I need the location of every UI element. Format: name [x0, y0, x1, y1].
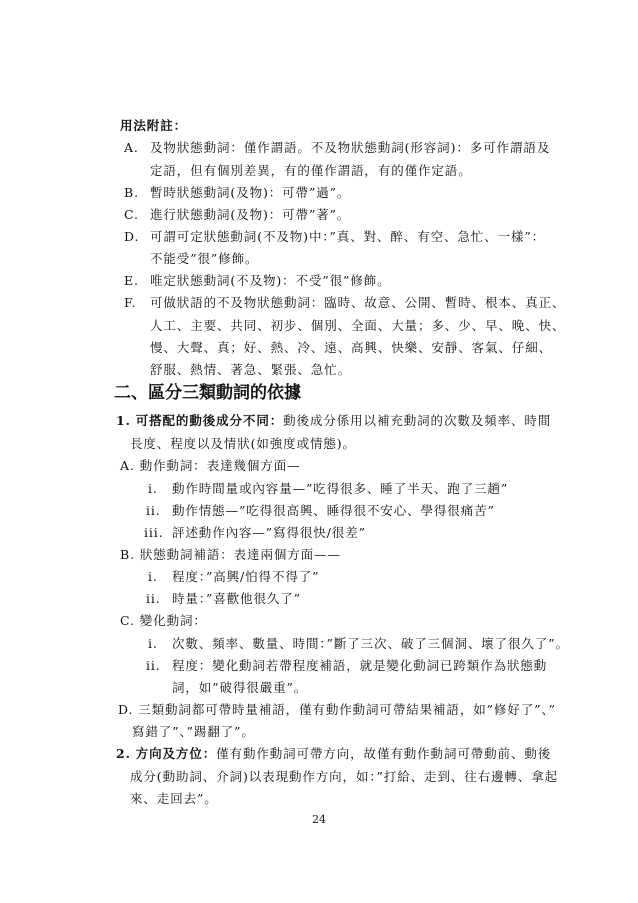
note-f-line-4: 舒服、熱情、著急、緊張、急忙。	[150, 362, 352, 377]
note-a-line-2: 定語，但有個別差異，有的僅作謂語，有的僅作定語。	[150, 163, 472, 178]
item-a-ii-text: 動作情態—”吃得很高興、睡得很不安心、學得很痛苦”	[172, 503, 495, 518]
item-a-iii-label: iii.	[144, 525, 164, 540]
item-a-iii-text: 評述動作內容—”寫得很快/很差”	[172, 525, 366, 540]
item-a-ii-label: ii.	[146, 503, 161, 518]
para-2-line-2: 成分(動助詞、介詞)以表現動作方向，如：”打給、走到、往右邊轉、拿起	[130, 769, 558, 784]
note-f-line-1: 可做狀語的不及物狀態動詞：臨時、故意、公開、暫時、根本、真正、	[150, 295, 566, 310]
item-d-line-2: 寫錯了”、”踢翻了”。	[132, 724, 255, 739]
item-a-text: 動作動詞：表達幾個方面—	[139, 458, 301, 473]
note-f-label: F.	[124, 295, 137, 310]
note-e-label: E.	[124, 273, 139, 288]
para-1-line-2: 長度、程度以及情狀(如強度或情態)。	[130, 436, 356, 451]
para-2-line-3: 來、走回去”。	[130, 791, 218, 806]
para-1-lead: 可搭配的動後成分不同：	[135, 413, 284, 428]
item-c-text: 變化動詞：	[139, 613, 207, 628]
item-c-i-text: 次數、頻率、數量、時間：”斷了三次、破了三個洞、壞了很久了”。	[172, 636, 569, 651]
item-d-line-1	[118, 702, 556, 718]
para-1-number: 1.	[116, 413, 131, 428]
item-c-line	[120, 613, 207, 629]
para-2-number: 2.	[116, 746, 131, 761]
note-b-line-1: 暫時狀態動詞(及物)：可帶”過”。	[150, 185, 351, 200]
item-c-ii-label: ii.	[146, 658, 161, 673]
section-title: 二、區分三類動詞的依據	[114, 383, 301, 403]
page-number: 24	[312, 813, 326, 826]
note-d-label: D.	[124, 229, 140, 244]
item-d-label: D.	[118, 702, 134, 717]
para-2-lead: 方向及方位：	[135, 746, 217, 761]
note-f-line-3: 慢、大聲、真；好、熱、冷、遠、高興、快樂、安靜、客氣、仔細、	[150, 340, 553, 355]
item-c-label: C.	[120, 613, 135, 628]
item-b-ii-text: 時量：”喜歡他很久了”	[172, 591, 301, 606]
note-a-line-1: 及物狀態動詞：僅作謂語。不及物狀態動詞(形容詞)：多可作謂語及	[150, 140, 551, 155]
item-b-label: B.	[120, 547, 135, 562]
item-a-line	[120, 458, 301, 474]
item-b-ii-label: ii.	[146, 591, 161, 606]
item-c-i-label: i.	[148, 636, 158, 651]
item-d-text: 三類動詞都可帶時量補語，僅有動作動詞可帶結果補語，如”修好了”、”	[138, 702, 556, 717]
item-a-i-text: 動作時間量或內容量—”吃得很多、睡了半天、跑了三趟”	[172, 481, 509, 496]
item-a-i-label: i.	[148, 481, 158, 496]
item-a-label: A.	[120, 458, 135, 473]
item-b-i-label: i.	[148, 569, 158, 584]
item-c-ii-line-2: 詞，如”破得很嚴重”。	[172, 680, 308, 695]
note-d-line-1: 可謂可定狀態動詞(不及物)中：”真、對、醉、有空、急忙、一樣”：	[150, 229, 546, 244]
para-1-text: 動後成分係用以補充動詞的次數及頻率、時間	[283, 413, 552, 428]
note-c-label: C.	[124, 207, 139, 222]
note-b-label: B.	[124, 185, 139, 200]
note-c-line-1: 進行狀態動詞(及物)：可帶”著”。	[150, 207, 351, 222]
note-f-line-2: 人工、主要、共同、初步、個別、全面、大量；多、少、早、晚、快、	[150, 318, 566, 333]
item-b-i-text: 程度：”高興/怕得不得了”	[172, 569, 320, 584]
para-1-line-1	[116, 413, 551, 429]
item-b-line	[120, 547, 341, 563]
para-2-text: 僅有動作動詞可帶方向，故僅有動作動詞可帶動前、動後	[216, 746, 552, 761]
item-c-ii-line-1: 程度：變化動詞若帶程度補語，就是變化動詞已跨類作為狀態動	[172, 658, 548, 673]
para-2-line-1	[116, 746, 551, 762]
note-d-line-2: 不能受”很”修飾。	[150, 251, 259, 266]
note-e-line-1: 唯定狀態動詞(不及物)：不受”很”修飾。	[150, 273, 391, 288]
item-b-text: 狀態動詞補語：表達兩個方面——	[139, 547, 341, 562]
note-a-label: A.	[124, 140, 139, 155]
notes-heading: 用法附註：	[120, 118, 188, 133]
